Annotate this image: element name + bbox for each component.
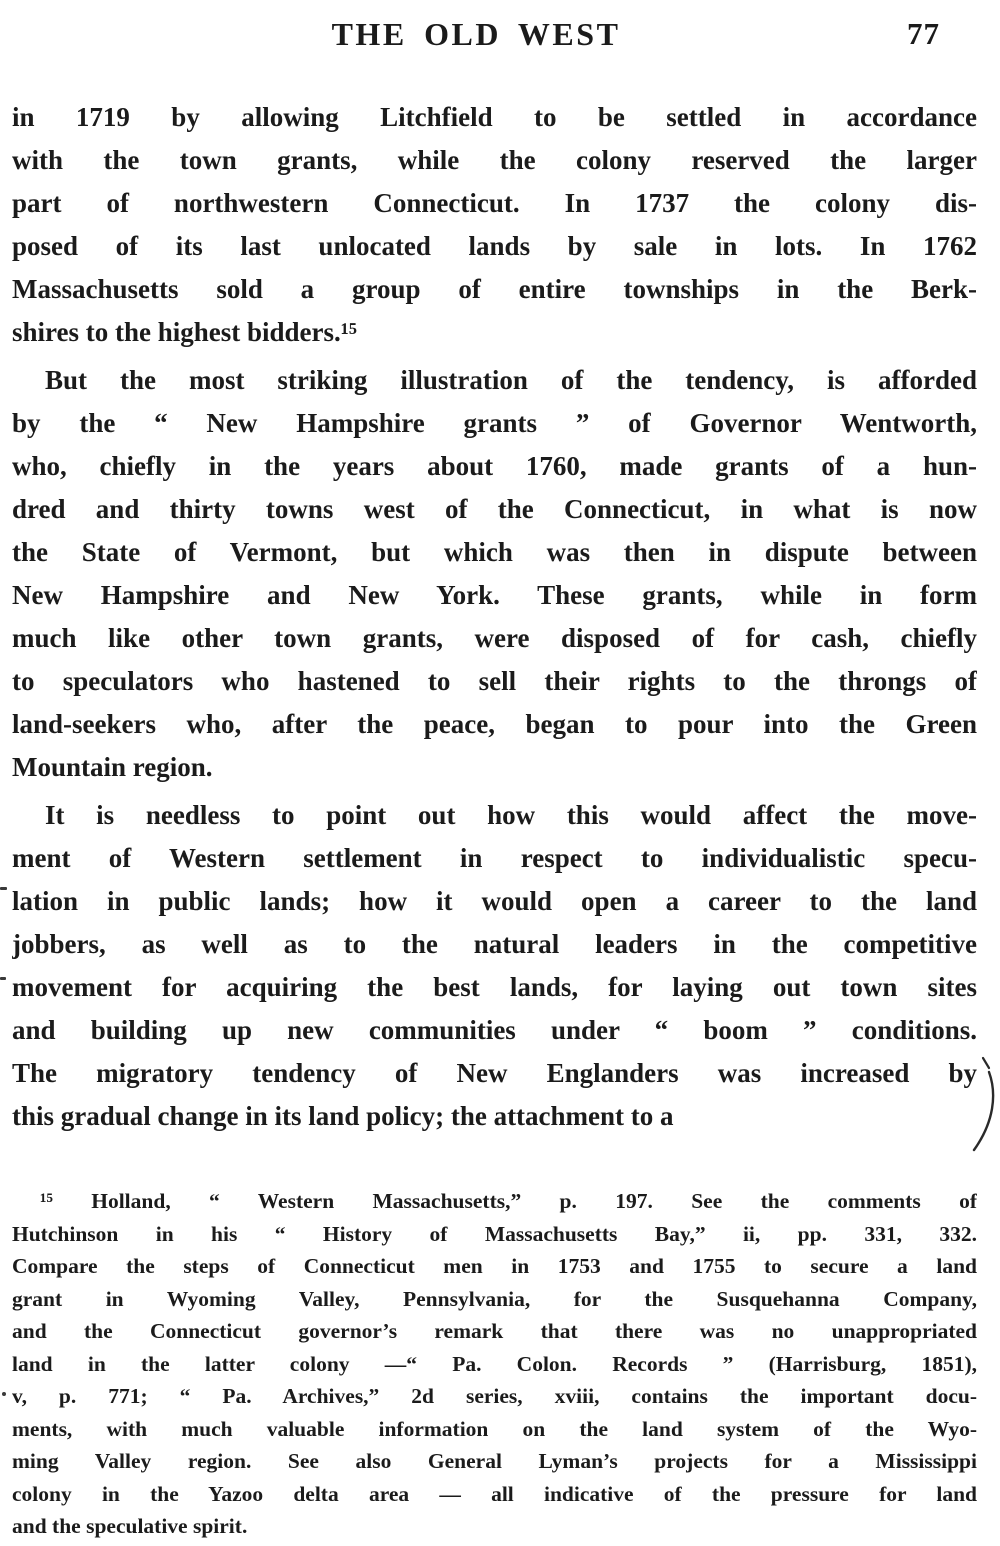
text-line: by the “ New Hampshire grants ” of Governor Wentworth, [12, 408, 977, 438]
paragraph-continuation [12, 96, 977, 354]
footnote-15 [12, 1185, 977, 1543]
text-line: Massachusetts sold a group of entire townships in the Berk- [12, 274, 977, 304]
scan-artifact [2, 1392, 6, 1396]
text-line: The migratory tendency of New Englanders was increased by [12, 1058, 977, 1088]
text-line: jobbers, as well as to the natural leaders in the competitive [12, 929, 977, 959]
text-line: ments, with much valuable information on the land system of the Wyo- [12, 1416, 977, 1441]
text-line: But the most striking illustration of the tendency, is afforded [45, 365, 977, 395]
text-line: and the Connecticut governor’s remark that there was no unappropriated [12, 1319, 977, 1343]
text-line: Compare the steps of Connecticut men in 1753 and 1755 to secure a land [12, 1254, 977, 1278]
text-line: the State of Vermont, but which was then in dispute between [12, 537, 977, 567]
body-text [12, 96, 977, 1138]
text-line: lation in public lands; how it would open a career to the land [12, 886, 977, 916]
text-line: dred and thirty towns west of the Connecticut, in what is now [12, 494, 977, 524]
text-line: part of northwestern Connecticut. In 1737 the colony dis- [12, 188, 977, 218]
text-line: shires to the highest bidders.¹⁵ [12, 317, 357, 347]
text-line: and the speculative spirit. [12, 1514, 248, 1538]
text-line: ¹⁵ Holland, “ Western Massachusetts,” p. 197. See the comments of [40, 1189, 977, 1213]
text-line: who, chiefly in the years about 1760, made grants of a hun- [12, 451, 977, 481]
page-header [12, 14, 940, 54]
paragraph-speculation [12, 794, 977, 1138]
text-line: land in the latter colony —“ Pa. Colon. Records ” (Harrisburg, 1851), [12, 1351, 977, 1376]
page-number: 77 [907, 16, 940, 51]
text-line: movement for acquiring the best lands, for laying out town sites [12, 972, 977, 1002]
text-line: Hutchinson in his “ History of Massachusetts Bay,” ii, pp. 331, 332. [12, 1221, 977, 1246]
text-line: ming Valley region. See also General Lyman’s projects for a Mississippi [12, 1449, 977, 1473]
paragraph-new-hampshire-grants [12, 359, 977, 789]
text-line: v, p. 771; “ Pa. Archives,” 2d series, xviii, contains the important docu- [12, 1384, 977, 1408]
text-line: ment of Western settlement in respect to individualistic specu- [12, 843, 977, 873]
text-line: colony in the Yazoo delta area — all indicative of the pressure for land [12, 1481, 977, 1506]
text-line: New Hampshire and New York. These grants, while in form [12, 580, 977, 610]
running-title: THE OLD WEST [331, 16, 621, 52]
scan-artifact [0, 887, 7, 890]
text-line: this gradual change in its land policy; the attachment to a [12, 1101, 674, 1131]
text-line: posed of its last unlocated lands by sale in lots. In 1762 [12, 231, 977, 261]
text-line: with the town grants, while the colony reserved the larger [12, 145, 977, 175]
text-line: much like other town grants, were disposed of for cash, chiefly [12, 623, 977, 653]
text-line: in 1719 by allowing Litchfield to be settled in accordance [12, 102, 977, 132]
text-line: It is needless to point out how this would affect the move- [45, 800, 977, 830]
text-line: Mountain region. [12, 752, 213, 782]
text-line: land-seekers who, after the peace, began to pour into the Green [12, 709, 977, 739]
text-line: and building up new communities under “ boom ” conditions. [12, 1015, 977, 1045]
text-line: to speculators who hastened to sell their rights to the throngs of [12, 666, 977, 696]
text-line: grant in Wyoming Valley, Pennsylvania, for the Susquehanna Company, [12, 1286, 977, 1311]
scan-artifact [0, 977, 6, 980]
